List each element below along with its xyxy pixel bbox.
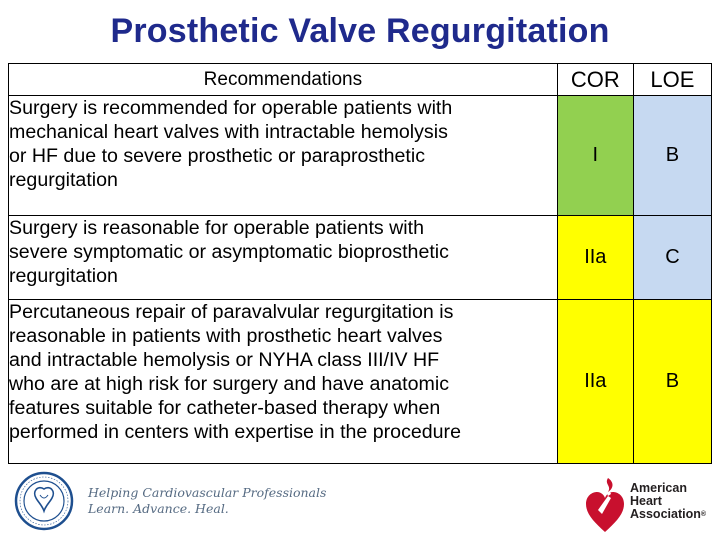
acc-tagline — [88, 485, 326, 517]
loe-cell: B — [633, 300, 711, 464]
cor-cell: IIa — [557, 216, 633, 300]
header-cor: COR — [557, 64, 633, 96]
aha-branding — [584, 476, 706, 534]
loe-cell: C — [633, 216, 711, 300]
aha-wordmark-line — [630, 508, 706, 521]
header-recommendations: Recommendations — [9, 64, 558, 96]
aha-wordmark-line: Heart — [630, 494, 662, 508]
aha-wordmark-line: American — [630, 481, 687, 495]
recommendation-line: Surgery is reasonable for operable patients with — [9, 217, 424, 239]
recommendation-line: Percutaneous repair of paravalvular regurgitation is — [9, 301, 454, 323]
recommendation-line: or HF due to severe prosthetic or paraprosthetic — [9, 145, 426, 167]
table-row — [9, 216, 712, 300]
recommendation-line: features suitable for catheter-based therapy when — [9, 397, 441, 419]
aha-heart-torch-icon — [584, 476, 626, 534]
table-row — [9, 96, 712, 216]
recommendation-line: performed in centers with expertise in the procedure — [9, 421, 461, 443]
recommendation-line: regurgitation — [9, 169, 118, 191]
recommendation-text — [9, 216, 558, 300]
recommendation-line: regurgitation — [9, 265, 118, 287]
recommendation-line: and intractable hemolysis or NYHA class III/IV HF — [9, 349, 440, 371]
recommendation-line: Surgery is recommended for operable patients with — [9, 97, 453, 119]
acc-tagline-line: Helping Cardiovascular Professionals — [88, 485, 327, 500]
recommendation-line: who are at high risk for surgery and have anatomic — [9, 373, 449, 395]
aha-wordmark — [630, 482, 706, 521]
loe-cell: B — [633, 96, 711, 216]
header-loe: LOE — [633, 64, 711, 96]
cor-cell: IIa — [557, 300, 633, 464]
recommendation-line: mechanical heart valves with intractable hemolysis — [9, 121, 448, 143]
table-row — [9, 300, 712, 464]
table-header-row — [9, 64, 712, 96]
acc-branding — [14, 470, 326, 532]
cor-cell: I — [557, 96, 633, 216]
acc-seal-icon — [14, 471, 74, 531]
aha-wordmark-word: Association — [630, 507, 701, 521]
recommendations-table — [8, 63, 712, 464]
recommendation-text — [9, 96, 558, 216]
slide-title: Prosthetic Valve Regurgitation — [110, 12, 610, 50]
recommendation-line: reasonable in patients with prosthetic heart valves — [9, 325, 443, 347]
acc-tagline-line: Learn. Advance. Heal. — [88, 501, 229, 516]
recommendation-text — [9, 300, 558, 464]
registered-mark: ® — [700, 511, 707, 518]
recommendation-line: severe symptomatic or asymptomatic bioprosthetic — [9, 241, 449, 263]
